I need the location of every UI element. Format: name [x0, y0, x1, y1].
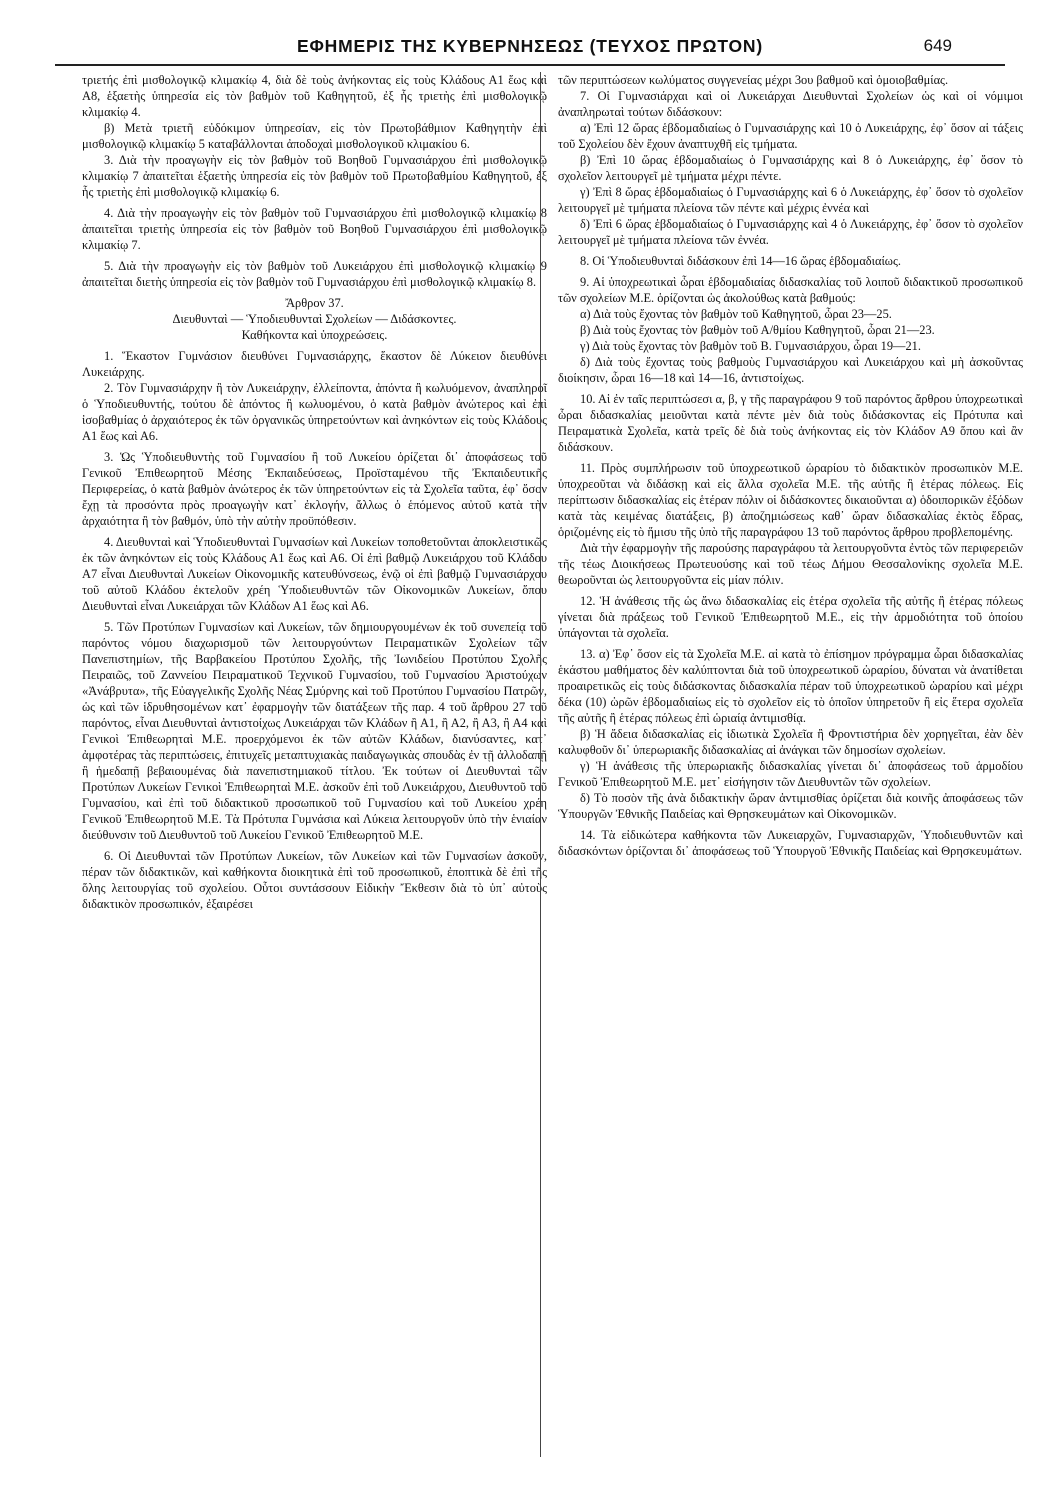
page-header — [60, 30, 1000, 64]
gazette-title: ΕΦΗΜΕΡΙΣ ΤΗΣ ΚΥΒΕΡΝΗΣΕΩΣ (ΤΕΥΧΟΣ ΠΡΩΤΟΝ) — [297, 36, 763, 56]
paragraph: Διὰ τὴν ἐφαρμογὴν τῆς παρούσης παραγράφου τὰ λειτουργοῦντα ἐντὸς τῶν περιφερειῶν τῆς τέως Διοικήσεως Πρωτευούσης καὶ τοῦ τέως Δήμου Θεσσαλονίκης σχολεῖα Μ.Ε. θεωροῦνται ὡς λειτουργοῦντα εἰς μίαν πόλιν. — [558, 541, 1023, 587]
paragraph: 4. Διὰ τὴν προαγωγὴν εἰς τὸν βαθμὸν τοῦ Γυμνασιάρχου ἐπὶ μισθολογικῷ κλιμακίῳ 8 ἀπαιτεῖται τριετὴς ὑπηρεσία εἰς τὸν βαθμὸν τοῦ Βοηθοῦ Γυμνασιάρχου ἐπὶ μισθολογικῷ κλιμακίῳ 7. — [82, 206, 547, 252]
list-item: β) Διὰ τοὺς ἔχοντας τὸν βαθμὸν τοῦ Α/θμίου Καθηγητοῦ, ὧραι 21—23. — [580, 323, 935, 337]
paragraph: 3. Διὰ τὴν προαγωγὴν εἰς τὸν βαθμὸν τοῦ Βοηθοῦ Γυμνασιάρχου ἐπὶ μισθολογικῷ κλιμακίῳ 7 ἀπαιτεῖται ἑξαετὴς ὑπηρεσία εἰς τὸν βαθμὸν τοῦ Πρωτοβαθμίου Καθηγητοῦ, ἐξ ἧς τριετὴς ἐπὶ μισθολογικῷ κλιμακίῳ 6. — [82, 153, 547, 199]
article-subtitle: Καθήκοντα καὶ ὑποχρεώσεις. — [241, 328, 388, 342]
paragraph: 5. Διὰ τὴν προαγωγὴν εἰς τὸν βαθμὸν τοῦ Λυκειάρχου ἐπὶ μισθολογικῷ κλιμακίῳ 9 ἀπαιτεῖται διετὴς ὑπηρεσία εἰς τὸν βαθμὸν τοῦ Γυμνασιάρχου ἐπὶ μισθολογικῷ κλιμακίῳ 8. — [82, 259, 547, 289]
list-item: β) Ἡ ἄδεια διδασκαλίας εἰς ἰδιωτικὰ Σχολεῖα ἢ Φροντιστήρια δὲν χορηγεῖται, ἐὰν δὲν καλυφθοῦν δι᾽ ὑπερωριακῆς διδασκαλίας αἱ ἀνάγκαι τῶν δημοσίων σχολείων. — [558, 727, 1023, 757]
header-rule — [55, 64, 1005, 66]
article-heading: Ἄρθρον 37. — [285, 296, 344, 310]
paragraph: 2. Τὸν Γυμνασιάρχην ἢ τὸν Λυκειάρχην, ἐλλείποντα, ἀπόντα ἢ κωλυόμενον, ἀναπληροῖ ὁ Ὑποδιευθυντής, τούτου δὲ ἀπόντος ἢ κωλυομένου, ὁ κατὰ βαθμὸν ἀνώτερος καὶ ἐπὶ ἰσοβαθμίας ὁ ἀρχαιότερος ἐκ τῶν ὀργανικῶς ὑπηρετούντων καὶ ἀνηκόντων εἰς τοὺς Κλάδους Α1 ἕως καὶ Α6. — [82, 381, 547, 443]
paragraph: 11. Πρὸς συμπλήρωσιν τοῦ ὑποχρεωτικοῦ ὡραρίου τὸ διδακτικὸν προσωπικὸν Μ.Ε. ὑποχρεοῦται νὰ διδάσκῃ καὶ εἰς ἄλλα σχολεῖα Μ.Ε. τῆς αὐτῆς ἢ ἑτέρας πόλεως. Εἰς περίπτωσιν διδασκαλίας εἰς ἑτέραν πόλιν οἱ διδάσκοντες δικαιοῦνται α) ὁδοιπορικῶν ἐξόδων κατὰ τὰς κειμένας διατάξεις, β) ἀποζημιώσεως καθ᾽ ὥραν διδασκαλίας ἐκτὸς ἕδρας, ὁριζομένης εἰς τὸ ἥμισυ τῆς ὑπὸ τῆς παραγράφου 13 τοῦ παρόντος ἄρθρου προβλεπομένης. — [558, 461, 1023, 539]
list-item: δ) Ἐπὶ 6 ὥρας ἑβδομαδιαίως ὁ Γυμνασιάρχης καὶ 4 ὁ Λυκειάρχης, ἐφ᾽ ὅσον τὸ σχολεῖον λειτουργεῖ μὲ τμήματα πλείονα τῶν ἐννέα. — [558, 217, 1023, 247]
paragraph: 8. Οἱ Ὑποδιευθυνταὶ διδάσκουν ἐπὶ 14—16 ὥρας ἑβδομαδιαίως. — [580, 254, 901, 268]
paragraph: 6. Οἱ Διευθυνταὶ τῶν Προτύπων Λυκείων, τῶν Λυκείων καὶ τῶν Γυμνασίων ἀσκοῦν, πέραν τῶν διδακτικῶν, καὶ καθήκοντα διοικητικὰ ἐπὶ τοῦ προσωπικοῦ, ἐποπτικὰ δὲ ἐπὶ τῆς ὅλης λειτουργίας τοῦ σχολείου. Οὗτοι συντάσσουν Εἰδικὴν Ἔκθεσιν διὰ τὸ ὑπ᾽ αὐτοὺς διδακτικὸν προσωπικόν, ἐξαιρέσει — [82, 849, 547, 911]
list-item: α) Διὰ τοὺς ἔχοντας τὸν βαθμὸν τοῦ Καθηγητοῦ, ὧραι 23—25. — [580, 307, 892, 321]
page-number: 649 — [923, 36, 952, 55]
paragraph: 14. Τὰ εἰδικώτερα καθήκοντα τῶν Λυκειαρχῶν, Γυμνασιαρχῶν, Ὑποδιευθυντῶν καὶ διδασκόντων ὁρίζονται δι᾽ ἀποφάσεως τοῦ Ὑπουργοῦ Ἐθνικῆς Παιδείας καὶ Θρησκευμάτων. — [558, 828, 1023, 858]
list-item: γ) Ἡ ἀνάθεσις τῆς ὑπερωριακῆς διδασκαλίας γίνεται δι᾽ ἀποφάσεως τοῦ ἁρμοδίου Γενικοῦ Ἐπιθεωρητοῦ Μ.Ε. μετ᾽ εἰσήγησιν τῶν Διευθυντῶν τῶν σχολείων. — [558, 759, 1023, 789]
paragraph: 4. Διευθυνταὶ καὶ Ὑποδιευθυνταὶ Γυμνασίων καὶ Λυκείων τοποθετοῦνται ἀποκλειστικῶς ἐκ τῶν ἀνηκόντων εἰς τοὺς Κλάδους Α1 ἕως καὶ Α6. Οἱ ἐπὶ βαθμῷ Λυκειάρχου τοῦ Κλάδου Α7 εἶναι Διευθυνταὶ Λυκείων Οἰκονομικῆς κατευθύνσεως, ἐνῷ οἱ ἐπὶ βαθμῷ Γυμνασιάρχου τοῦ αὐτοῦ Κλάδου ἐκτελοῦν χρέη Ὑποδιευθυντῶν τῶν Οἰκονομικῶν Λυκείων, ὅπου Διευθυνταὶ εἶναι Λυκειάρχαι τῶν Κλάδων Α1 ἕως καὶ Α6. — [82, 535, 547, 613]
paragraph: 10. Αἱ ἐν ταῖς περιπτώσεσι α, β, γ τῆς παραγράφου 9 τοῦ παρόντος ἄρθρου ὑποχρεωτικαὶ ὧραι διδασκαλίας μειοῦνται κατὰ πέντε μὲν διὰ τοὺς διδάσκοντας εἰς Πρότυπα καὶ Πειραματικὰ Σχολεῖα, κατὰ τρεῖς δὲ διὰ τοὺς ἀνήκοντας εἰς τὸν Κλάδον Α9 ὅπου καὶ ἂν διδάσκουν. — [558, 392, 1023, 454]
paragraph: 12. Ἡ ἀνάθεσις τῆς ὡς ἄνω διδασκαλίας εἰς ἑτέρα σχολεῖα τῆς αὐτῆς ἢ ἑτέρας πόλεως γίνεται διὰ πράξεως τοῦ Γενικοῦ Ἐπιθεωρητοῦ Μ.Ε., εἰς τὴν ἁρμοδιότητα τοῦ ὁποίου ὑπάγονται τὰ σχολεῖα. — [558, 594, 1023, 640]
column-divider — [540, 72, 541, 1457]
left-column — [82, 72, 547, 912]
list-item: γ) Διὰ τοὺς ἔχοντας τὸν βαθμὸν τοῦ Β. Γυμνασιάρχου, ὧραι 19—21. — [580, 339, 921, 353]
paragraph: τριετής ἐπὶ μισθολογικῷ κλιμακίῳ 4, διὰ δὲ τοὺς ἀνήκοντας εἰς τοὺς Κλάδους Α1 ἕως καὶ Α8, ἑξαετὴς ὑπηρεσία εἰς τὸν βαθμὸν τοῦ Καθηγητοῦ, ἐξ ἧς τριετὴς ἐπὶ μισθολογικῷ κλιμακίῳ 4. — [82, 73, 547, 119]
paragraph: 5. Τῶν Προτύπων Γυμνασίων καὶ Λυκείων, τῶν δημιουργουμένων ἐκ τοῦ συνεπείᾳ τοῦ παρόντος νόμου διαχωρισμοῦ τῶν λειτουργούντων Πειραματικῶν Σχολείων τῶν Πανεπιστημίων, τῆς Βαρβακείου Προτύπου Σχολῆς, τῆς Ἰωνιδείου Προτύπου Σχολῆς Πειραιῶς, τοῦ Ζαννείου Πειραματικοῦ Τεχνικοῦ Γυμνασίου, τοῦ Γυμνασίου Ἀριστούχων «Ἀνάβρυτα», τῆς Εὐαγγελικῆς Σχολῆς Νέας Σμύρνης καὶ τοῦ Προτύπου Γυμνασίου Πατρῶν, ὡς καὶ τῶν ἱδρυθησομένων κατ᾽ ἐφαρμογὴν τῶν διατάξεων τῆς παρ. 4 τοῦ ἄρθρου 27 τοῦ παρόντος, εἶναι Διευθυνταὶ ἀντιστοίχως Λυκειάρχαι τῶν Κλάδων ἢ Α1, ἢ Α2, ἢ Α3, ἢ Α4 καὶ Γενικοὶ Ἐπιθεωρηταὶ Μ.Ε. προερχόμενοι ἐκ τῶν αὐτῶν Κλάδων, διανύσαντες, κατ᾽ ἀμφοτέρας τὰς περιπτώσεις, ἐπιτυχεῖς μεταπτυχιακὰς παιδαγωγικὰς σπουδὰς ἐν τῇ ἀλλοδαπῇ ἢ ἡμεδαπῇ βεβαιουμένας διὰ πανεπιστημιακοῦ τίτλου. Ἐκ τούτων οἱ Διευθυνταὶ τῶν Προτύπων Λυκείων Γενικοὶ Ἐπιθεωρηταὶ Μ.Ε. ἀσκοῦν ἐπὶ τοῦ Λυκειάρχου, Διευθυντοῦ τοῦ Γυμνασίου, καὶ ἐπὶ τοῦ διδακτικοῦ προσωπικοῦ τοῦ Γυμνασίου καὶ τοῦ Λυκείου χρέη Γενικοῦ Ἐπιθεωρητοῦ Μ.Ε. Τὰ Πρότυπα Γυμνάσια καὶ Λύκεια λειτουργοῦν ὑπὸ τὴν ἑνιαίαν διεύθυνσιν τοῦ Διευθυντοῦ τοῦ Λυκείου Γενικοῦ Ἐπιθεωρητοῦ Μ.Ε. — [82, 620, 547, 842]
article-subtitle: Διευθυνταὶ — Ὑποδιευθυνταὶ Σχολείων — Διδάσκοντες. — [172, 312, 457, 326]
list-item: δ) Διὰ τοὺς ἔχοντας τοὺς βαθμοὺς Γυμνασιάρχου καὶ Λυκειάρχου καὶ μὴ ἀσκοῦντας διοίκησιν, ὧραι 16—18 καὶ 14—16, ἀντιστοίχως. — [558, 355, 1023, 385]
paragraph: 9. Αἱ ὑποχρεωτικαὶ ὧραι ἑβδομαδιαίας διδασκαλίας τοῦ λοιποῦ διδακτικοῦ προσωπικοῦ τῶν σχολείων Μ.Ε. ὁρίζονται ὡς ἀκολούθως κατὰ βαθμούς: — [558, 275, 1023, 305]
paragraph: β) Μετὰ τριετῆ εὐδόκιμον ὑπηρεσίαν, εἰς τὸν Πρωτοβάθμιον Καθηγητὴν ἐπὶ μισθολογικῷ κλιμακίῳ 5 καταβάλλονται ἀποδοχαὶ μισθολογικοῦ κλιμακίου 6. — [82, 121, 547, 151]
list-item: γ) Ἐπὶ 8 ὥρας ἑβδομαδιαίως ὁ Γυμνασιάρχης καὶ 6 ὁ Λυκειάρχης, ἐφ᾽ ὅσον τὸ σχολεῖον λειτουργεῖ μὲ τμήματα πλείονα τῶν πέντε καὶ μέχρις ἐννέα καὶ — [558, 185, 1023, 215]
list-item: β) Ἐπὶ 10 ὥρας ἑβδομαδιαίως ὁ Γυμνασιάρχης καὶ 8 ὁ Λυκειάρχης, ἐφ᾽ ὅσον τὸ σχολεῖον λειτουργεῖ μὲ τμήματα μέχρι πέντε. — [558, 153, 1023, 183]
list-item: δ) Τὸ ποσὸν τῆς ἀνὰ διδακτικὴν ὥραν ἀντιμισθίας ὁρίζεται διὰ κοινῆς ἀποφάσεως τῶν Ὑπουργῶν Ἐθνικῆς Παιδείας καὶ Θρησκευμάτων καὶ Οἰκονομικῶν. — [558, 791, 1023, 821]
paragraph: 1. Ἕκαστον Γυμνάσιον διευθύνει Γυμνασιάρχης, ἕκαστον δὲ Λύκειον διευθύνει Λυκειάρχης. — [82, 349, 547, 379]
right-column — [558, 72, 1023, 859]
paragraph: τῶν περιπτώσεων κωλύματος συγγενείας μέχρι 3ου βαθμοῦ καὶ ὁμοιοβαθμίας. — [558, 73, 949, 87]
paragraph: 7. Οἱ Γυμνασιάρχαι καὶ οἱ Λυκειάρχαι Διευθυνταὶ Σχολείων ὡς καὶ οἱ νόμιμοι ἀναπληρωταὶ τούτων διδάσκουν: — [558, 89, 1023, 119]
paragraph: 13. α) Ἐφ᾽ ὅσον εἰς τὰ Σχολεῖα Μ.Ε. αἱ κατὰ τὸ ἐπίσημον πρόγραμμα ὧραι διδασκαλίας ἑκάστου μαθήματος δὲν καλύπτονται διὰ τοῦ ὑποχρεωτικοῦ ὡραρίου, δύναται νὰ ἀνατίθεται προαιρετικῶς εἰς τοὺς διδάσκοντας διδασκαλία πέραν τοῦ ὑποχρεωτικοῦ ὡραρίου καὶ μέχρι δέκα (10) ὡρῶν ἑβδομαδιαίως εἰς τὸ σχολεῖον εἰς τὸ ὁποῖον ὑπηρετοῦν ἢ εἰς ἕτερα σχολεῖα τῆς αὐτῆς ἢ ἑτέρας πόλεως ἐπὶ ὡριαίᾳ ἀντιμισθίᾳ. — [558, 647, 1023, 725]
paragraph: 3. Ὡς Ὑποδιευθυντὴς τοῦ Γυμνασίου ἢ τοῦ Λυκείου ὁρίζεται δι᾽ ἀποφάσεως τοῦ Γενικοῦ Ἐπιθεωρητοῦ Μέσης Ἐκπαιδεύσεως, Προϊσταμένου τῆς Ἐκπαιδευτικῆς Περιφερείας, ὁ κατὰ βαθμὸν ἀνώτερος ἐκ τῶν ὑπηρετούντων εἰς τὰ Σχολεῖα ταῦτα, ἐφ᾽ ὅσον ἔχῃ τὰ προσόντα πρὸς προαγωγὴν κατ᾽ ἐκλογήν, ἄλλως ὁ ἑπόμενος αὐτοῦ κατὰ τὴν ἀρχαιότητα ἢ τὸν βαθμόν, ὑπὸ τὴν αὐτὴν προϋπόθεσιν. — [82, 450, 547, 528]
list-item: α) Ἐπὶ 12 ὥρας ἑβδομαδιαίως ὁ Γυμνασιάρχης καὶ 10 ὁ Λυκειάρχης, ἐφ᾽ ὅσον αἱ τάξεις τοῦ Σχολείου δὲν ἔχουν ἀναπτυχθῆ εἰς τμήματα. — [558, 121, 1023, 151]
